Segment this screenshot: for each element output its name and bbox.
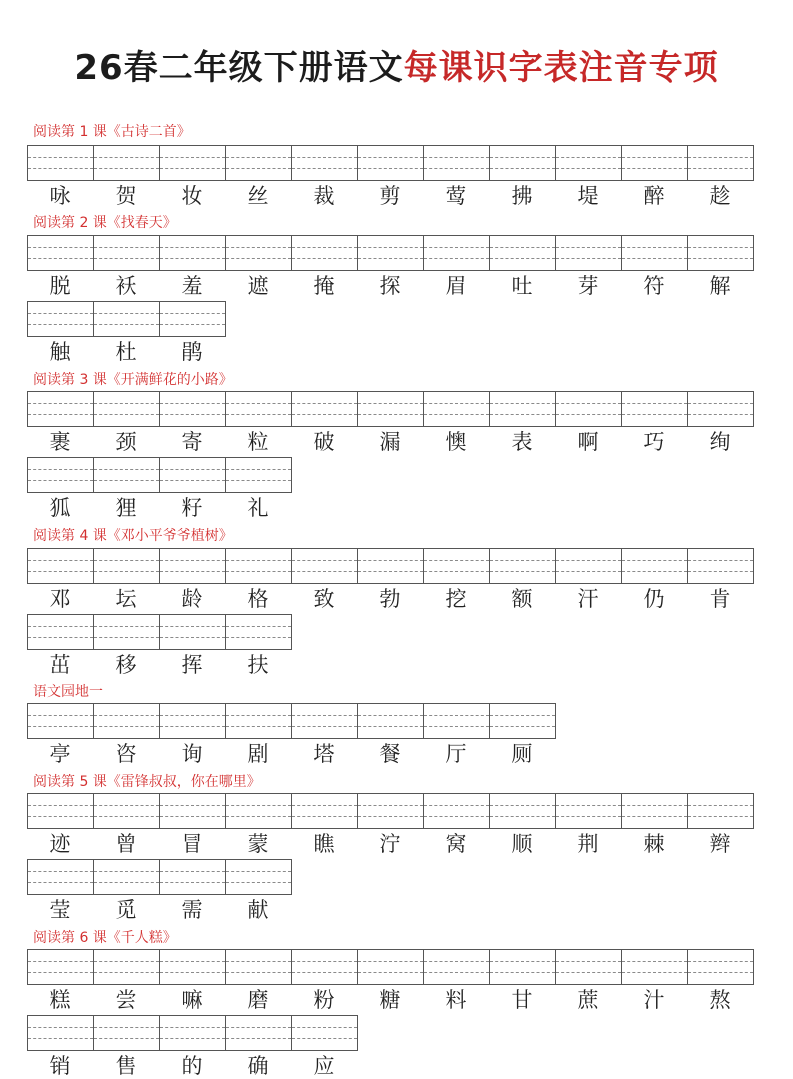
pinyin-writing-grid (27, 703, 556, 739)
pinyin-cell[interactable] (490, 391, 556, 427)
pinyin-writing-grid (27, 548, 754, 584)
character-row (27, 495, 291, 521)
pinyin-cell[interactable] (94, 301, 160, 337)
hanzi-character: 寄 (181, 430, 203, 454)
hanzi-character: 移 (115, 653, 137, 677)
hanzi-character: 汁 (643, 988, 665, 1012)
hanzi-character: 粒 (247, 430, 269, 454)
hanzi-character: 茁 (49, 653, 71, 677)
pinyin-cell[interactable] (688, 949, 754, 985)
hanzi-character: 龄 (181, 587, 203, 611)
pinyin-cell[interactable] (226, 391, 292, 427)
pinyin-cell[interactable] (94, 235, 160, 271)
page-title (0, 40, 793, 89)
pinyin-cell[interactable] (292, 235, 358, 271)
pinyin-cell[interactable] (28, 859, 94, 895)
hanzi-character: 眉 (445, 274, 467, 298)
pinyin-cell[interactable] (358, 391, 424, 427)
pinyin-cell[interactable] (688, 548, 754, 584)
hanzi-character: 咨 (115, 742, 137, 766)
hanzi-character: 堤 (577, 184, 599, 208)
hanzi-character: 荆 (577, 832, 599, 856)
hanzi-character: 售 (115, 1054, 137, 1078)
hanzi-character: 销 (49, 1054, 71, 1078)
hanzi-character: 漏 (379, 430, 401, 454)
hanzi-character: 表 (511, 430, 533, 454)
pinyin-cell[interactable] (556, 145, 622, 181)
pinyin-cell[interactable] (160, 859, 226, 895)
pinyin-cell[interactable] (490, 145, 556, 181)
pinyin-cell[interactable] (28, 301, 94, 337)
hanzi-character: 剪 (379, 184, 401, 208)
pinyin-cell[interactable] (556, 548, 622, 584)
pinyin-cell[interactable] (622, 793, 688, 829)
hanzi-character: 泞 (379, 832, 401, 856)
hanzi-character: 礼 (247, 496, 269, 520)
pinyin-cell[interactable] (688, 145, 754, 181)
lesson-title: 阅读第 1 课《古诗二首》 (33, 124, 191, 140)
hanzi-character: 符 (643, 274, 665, 298)
hanzi-character: 裹 (49, 430, 71, 454)
hanzi-character: 裁 (313, 184, 335, 208)
hanzi-character: 亭 (49, 742, 71, 766)
hanzi-character: 窝 (445, 832, 467, 856)
pinyin-cell[interactable] (292, 949, 358, 985)
hanzi-character: 仍 (643, 587, 665, 611)
hanzi-character: 厅 (445, 742, 467, 766)
pinyin-cell[interactable] (94, 145, 160, 181)
hanzi-character: 冒 (181, 832, 203, 856)
pinyin-cell[interactable] (556, 793, 622, 829)
pinyin-cell[interactable] (490, 703, 556, 739)
pinyin-cell[interactable] (226, 145, 292, 181)
hanzi-character: 熬 (709, 988, 731, 1012)
lesson-title: 阅读第 4 课《邓小平爷爷植树》 (33, 528, 233, 544)
pinyin-cell[interactable] (226, 703, 292, 739)
pinyin-cell[interactable] (622, 235, 688, 271)
hanzi-character: 巧 (643, 430, 665, 454)
hanzi-character: 确 (247, 1054, 269, 1078)
pinyin-cell[interactable] (226, 614, 292, 650)
character-row (27, 586, 753, 612)
pinyin-cell[interactable] (424, 703, 490, 739)
hanzi-character: 甘 (511, 988, 533, 1012)
pinyin-cell[interactable] (424, 145, 490, 181)
pinyin-cell[interactable] (160, 391, 226, 427)
pinyin-cell[interactable] (160, 793, 226, 829)
pinyin-cell[interactable] (160, 301, 226, 337)
pinyin-cell[interactable] (358, 235, 424, 271)
pinyin-cell[interactable] (358, 793, 424, 829)
hanzi-character: 糕 (49, 988, 71, 1012)
pinyin-cell[interactable] (424, 391, 490, 427)
hanzi-character: 莺 (445, 184, 467, 208)
pinyin-cell[interactable] (424, 235, 490, 271)
pinyin-cell[interactable] (160, 703, 226, 739)
hanzi-character: 迹 (49, 832, 71, 856)
hanzi-character: 莹 (49, 898, 71, 922)
pinyin-cell[interactable] (226, 548, 292, 584)
pinyin-cell[interactable] (94, 614, 160, 650)
pinyin-cell[interactable] (94, 703, 160, 739)
pinyin-writing-grid (27, 1015, 358, 1051)
hanzi-character: 羞 (181, 274, 203, 298)
hanzi-character: 妆 (181, 184, 203, 208)
pinyin-cell[interactable] (160, 949, 226, 985)
pinyin-cell[interactable] (94, 949, 160, 985)
hanzi-character: 掩 (313, 274, 335, 298)
hanzi-character: 应 (313, 1054, 335, 1078)
character-row (27, 273, 753, 299)
pinyin-cell[interactable] (622, 391, 688, 427)
character-row (27, 897, 291, 923)
hanzi-character: 餐 (379, 742, 401, 766)
character-row (27, 741, 555, 767)
pinyin-cell[interactable] (94, 391, 160, 427)
page-title-part1: 26春二年级下册语文 (74, 48, 404, 88)
pinyin-cell[interactable] (160, 235, 226, 271)
character-row (27, 831, 753, 857)
pinyin-cell[interactable] (292, 391, 358, 427)
hanzi-character: 绚 (709, 430, 731, 454)
character-row (27, 652, 291, 678)
hanzi-character: 肯 (709, 587, 731, 611)
hanzi-character: 破 (313, 430, 335, 454)
hanzi-character: 蒙 (247, 832, 269, 856)
hanzi-character: 颈 (115, 430, 137, 454)
pinyin-cell[interactable] (94, 793, 160, 829)
hanzi-character: 蔗 (577, 988, 599, 1012)
hanzi-character: 辫 (709, 832, 731, 856)
pinyin-cell[interactable] (490, 548, 556, 584)
pinyin-cell[interactable] (622, 145, 688, 181)
pinyin-cell[interactable] (160, 145, 226, 181)
lesson-title: 阅读第 5 课《雷锋叔叔，你在哪里》 (33, 774, 261, 790)
pinyin-cell[interactable] (94, 457, 160, 493)
character-row (27, 429, 753, 455)
pinyin-cell[interactable] (622, 949, 688, 985)
pinyin-writing-grid (27, 145, 754, 181)
hanzi-character: 剧 (247, 742, 269, 766)
hanzi-character: 觅 (115, 898, 137, 922)
hanzi-character: 坛 (115, 587, 137, 611)
pinyin-cell[interactable] (292, 548, 358, 584)
pinyin-cell[interactable] (358, 145, 424, 181)
pinyin-cell[interactable] (226, 949, 292, 985)
pinyin-cell[interactable] (28, 548, 94, 584)
pinyin-writing-grid (27, 949, 754, 985)
pinyin-writing-grid (27, 457, 292, 493)
pinyin-cell[interactable] (28, 457, 94, 493)
hanzi-character: 醉 (643, 184, 665, 208)
hanzi-character: 嘛 (181, 988, 203, 1012)
hanzi-character: 解 (709, 274, 731, 298)
pinyin-cell[interactable] (622, 548, 688, 584)
pinyin-cell[interactable] (292, 145, 358, 181)
pinyin-cell[interactable] (94, 859, 160, 895)
pinyin-cell[interactable] (94, 1015, 160, 1051)
pinyin-cell[interactable] (424, 949, 490, 985)
hanzi-character: 糖 (379, 988, 401, 1012)
lesson-title: 阅读第 6 课《千人糕》 (33, 930, 177, 946)
pinyin-writing-grid (27, 859, 292, 895)
pinyin-writing-grid (27, 391, 754, 427)
hanzi-character: 啊 (577, 430, 599, 454)
hanzi-character: 顺 (511, 832, 533, 856)
hanzi-character: 致 (313, 587, 335, 611)
pinyin-cell[interactable] (226, 1015, 292, 1051)
pinyin-cell[interactable] (226, 793, 292, 829)
hanzi-character: 籽 (181, 496, 203, 520)
pinyin-cell[interactable] (226, 235, 292, 271)
hanzi-character: 粉 (313, 988, 335, 1012)
hanzi-character: 挖 (445, 587, 467, 611)
pinyin-cell[interactable] (160, 614, 226, 650)
pinyin-cell[interactable] (688, 391, 754, 427)
pinyin-cell[interactable] (28, 793, 94, 829)
pinyin-cell[interactable] (490, 793, 556, 829)
hanzi-character: 狐 (49, 496, 71, 520)
pinyin-cell[interactable] (28, 1015, 94, 1051)
hanzi-character: 芽 (577, 274, 599, 298)
pinyin-cell[interactable] (226, 457, 292, 493)
hanzi-character: 鹃 (181, 340, 203, 364)
pinyin-cell[interactable] (688, 235, 754, 271)
pinyin-cell[interactable] (28, 703, 94, 739)
hanzi-character: 格 (247, 587, 269, 611)
lesson-title: 语文园地一 (33, 684, 103, 700)
hanzi-character: 探 (379, 274, 401, 298)
character-row (27, 1053, 357, 1079)
hanzi-character: 邓 (49, 587, 71, 611)
pinyin-cell[interactable] (160, 1015, 226, 1051)
pinyin-cell[interactable] (292, 793, 358, 829)
hanzi-character: 厕 (511, 742, 533, 766)
hanzi-character: 狸 (115, 496, 137, 520)
pinyin-writing-grid (27, 614, 292, 650)
hanzi-character: 扶 (247, 653, 269, 677)
pinyin-cell[interactable] (424, 793, 490, 829)
hanzi-character: 脱 (49, 274, 71, 298)
hanzi-character: 吐 (511, 274, 533, 298)
pinyin-cell[interactable] (28, 614, 94, 650)
pinyin-writing-grid (27, 301, 226, 337)
hanzi-character: 拂 (511, 184, 533, 208)
character-row (27, 339, 225, 365)
pinyin-cell[interactable] (292, 703, 358, 739)
pinyin-writing-grid (27, 235, 754, 271)
hanzi-character: 杜 (115, 340, 137, 364)
hanzi-character: 曾 (115, 832, 137, 856)
hanzi-character: 触 (49, 340, 71, 364)
hanzi-character: 磨 (247, 988, 269, 1012)
pinyin-cell[interactable] (28, 391, 94, 427)
pinyin-cell[interactable] (358, 703, 424, 739)
pinyin-cell[interactable] (28, 235, 94, 271)
pinyin-cell[interactable] (424, 548, 490, 584)
hanzi-character: 塔 (313, 742, 335, 766)
lesson-title: 阅读第 3 课《开满鲜花的小路》 (33, 372, 233, 388)
hanzi-character: 尝 (115, 988, 137, 1012)
pinyin-cell[interactable] (556, 391, 622, 427)
hanzi-character: 咏 (49, 184, 71, 208)
hanzi-character: 挥 (181, 653, 203, 677)
page-title-part2: 每课识字表注音专项 (403, 48, 719, 88)
character-row (27, 183, 753, 209)
hanzi-character: 汗 (577, 587, 599, 611)
pinyin-cell[interactable] (28, 949, 94, 985)
pinyin-cell[interactable] (556, 949, 622, 985)
hanzi-character: 贺 (115, 184, 137, 208)
pinyin-writing-grid (27, 793, 754, 829)
pinyin-cell[interactable] (490, 235, 556, 271)
pinyin-cell[interactable] (490, 949, 556, 985)
character-row (27, 987, 753, 1013)
pinyin-cell[interactable] (358, 949, 424, 985)
hanzi-character: 询 (181, 742, 203, 766)
hanzi-character: 丝 (247, 184, 269, 208)
pinyin-cell[interactable] (688, 793, 754, 829)
pinyin-cell[interactable] (160, 548, 226, 584)
lesson-title: 阅读第 2 课《找春天》 (33, 215, 177, 231)
hanzi-character: 的 (181, 1054, 203, 1078)
hanzi-character: 棘 (643, 832, 665, 856)
hanzi-character: 袄 (115, 274, 137, 298)
hanzi-character: 遮 (247, 274, 269, 298)
pinyin-cell[interactable] (94, 548, 160, 584)
hanzi-character: 额 (511, 587, 533, 611)
pinyin-cell[interactable] (28, 145, 94, 181)
pinyin-cell[interactable] (556, 235, 622, 271)
pinyin-cell[interactable] (358, 548, 424, 584)
hanzi-character: 需 (181, 898, 203, 922)
hanzi-character: 趁 (709, 184, 731, 208)
hanzi-character: 瞧 (313, 832, 335, 856)
hanzi-character: 懊 (445, 430, 467, 454)
pinyin-cell[interactable] (226, 859, 292, 895)
hanzi-character: 献 (247, 898, 269, 922)
pinyin-cell[interactable] (292, 1015, 358, 1051)
hanzi-character: 料 (445, 988, 467, 1012)
hanzi-character: 勃 (379, 587, 401, 611)
pinyin-cell[interactable] (160, 457, 226, 493)
